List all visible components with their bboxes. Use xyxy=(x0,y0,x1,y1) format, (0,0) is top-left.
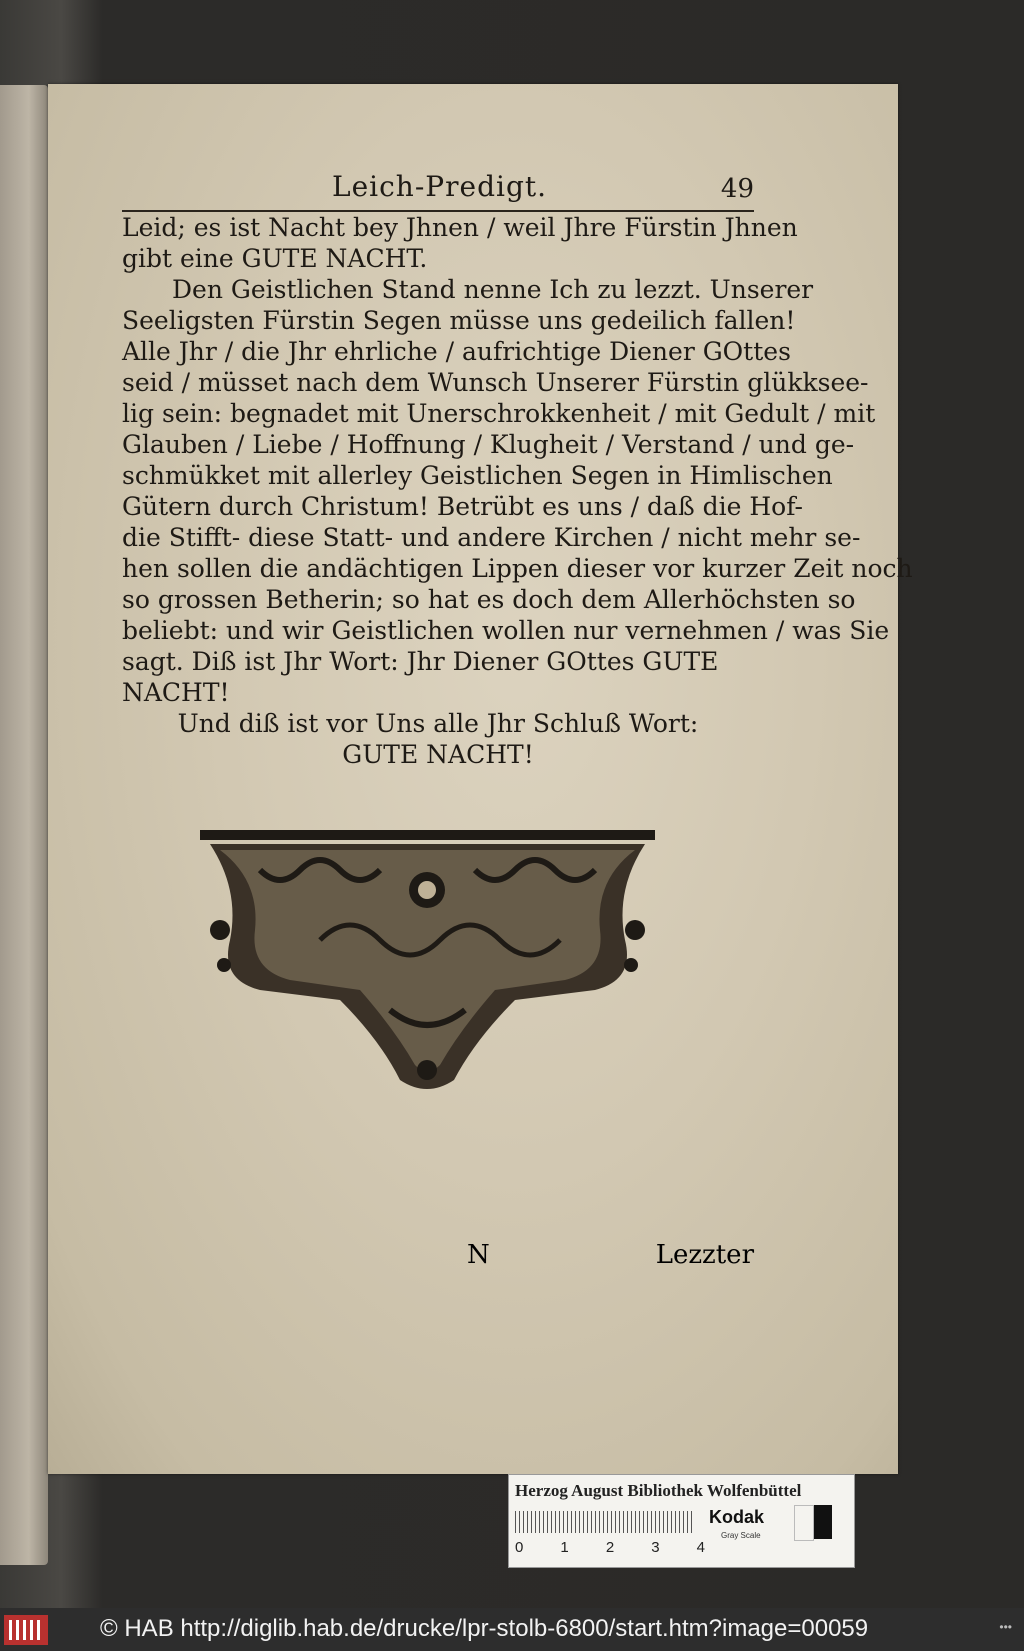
ruler-number: 0 xyxy=(515,1539,524,1556)
closing-line: GUTE NACHT! xyxy=(342,740,534,769)
text-line: gibt eine GUTE NACHT. xyxy=(122,244,428,273)
gray-patch-black xyxy=(814,1505,832,1539)
viewer-footer-bar xyxy=(0,1608,1024,1651)
hab-logo-icon xyxy=(4,1615,48,1645)
ruler-scale xyxy=(515,1511,695,1533)
color-reference-card xyxy=(508,1474,855,1568)
text-line: Seeligsten Fürstin Segen müsse uns gedeilich fallen! xyxy=(122,306,796,335)
kodak-brand: Kodak xyxy=(709,1507,765,1527)
text-line: NACHT! xyxy=(122,678,230,707)
text-line: schmükket mit allerley Geistlichen Segen in Himlischen xyxy=(122,461,833,490)
text-line: seid / müsset nach dem Wunsch Unserer Fürstin glükksee- xyxy=(122,368,869,397)
text-line: Gütern durch Christum! Betrübt es uns / daß die Hof- xyxy=(122,492,804,521)
ruler-number: 2 xyxy=(605,1539,615,1556)
ruler-number: 4 xyxy=(696,1539,705,1556)
gray-patch-white xyxy=(794,1505,814,1541)
text-line: Alle Jhr / die Jhr ehrliche / aufrichtige Diener GOttes xyxy=(122,337,791,366)
card-title: Herzog August Bibliothek Wolfenbüttel xyxy=(515,1481,802,1500)
ornamental-vignette xyxy=(200,830,655,1100)
signature-mark: N xyxy=(467,1240,490,1270)
gray-scale-label: Gray Scale xyxy=(721,1531,761,1540)
text-line: so grossen Betherin; so hat es doch dem Allerhöchsten so xyxy=(122,585,856,614)
page-number: 49 xyxy=(720,174,754,204)
text-line: hen sollen die andächtigen Lippen dieser vor kurzer Zeit noch xyxy=(122,554,913,583)
previous-page-edge xyxy=(0,85,48,1565)
text-line: beliebt: und wir Geistlichen wollen nur vernehmen / was Sie xyxy=(122,616,890,645)
text-line: Den Geistlichen Stand nenne Ich zu lezzt. Unserer xyxy=(172,275,814,304)
catchword: Lezzter xyxy=(655,1240,754,1270)
page-text-block xyxy=(122,166,913,770)
text-line: lig sein: begnadet mit Unerschrokkenheit / mit Gedult / mit xyxy=(122,399,876,428)
text-line: die Stifft- diese Statt- und andere Kirchen / nicht mehr se- xyxy=(122,523,861,552)
text-line: Leid; es ist Nacht bey Jhnen / weil Jhre Fürstin Jhnen xyxy=(122,213,798,242)
running-head xyxy=(122,166,754,212)
ruler-number: 3 xyxy=(651,1539,660,1556)
more-options-icon[interactable]: ••• xyxy=(999,1620,1012,1634)
page-footer-row xyxy=(122,1240,754,1276)
text-line: Glauben / Liebe / Hoffnung / Klugheit / Verstand / und ge- xyxy=(122,430,855,459)
text-line: Und diß ist vor Uns alle Jhr Schluß Wort: xyxy=(177,709,699,738)
running-head-title: Leich-Predigt. xyxy=(332,170,548,203)
ruler-number: 1 xyxy=(560,1539,569,1556)
copyright-url-text[interactable]: © HAB http://diglib.hab.de/drucke/lpr-stolb-6800/start.htm?image=00059 xyxy=(100,1615,869,1642)
ruler-numbers xyxy=(515,1539,705,1556)
text-line: sagt. Diß ist Jhr Wort: Jhr Diener GOttes GUTE xyxy=(122,647,719,676)
